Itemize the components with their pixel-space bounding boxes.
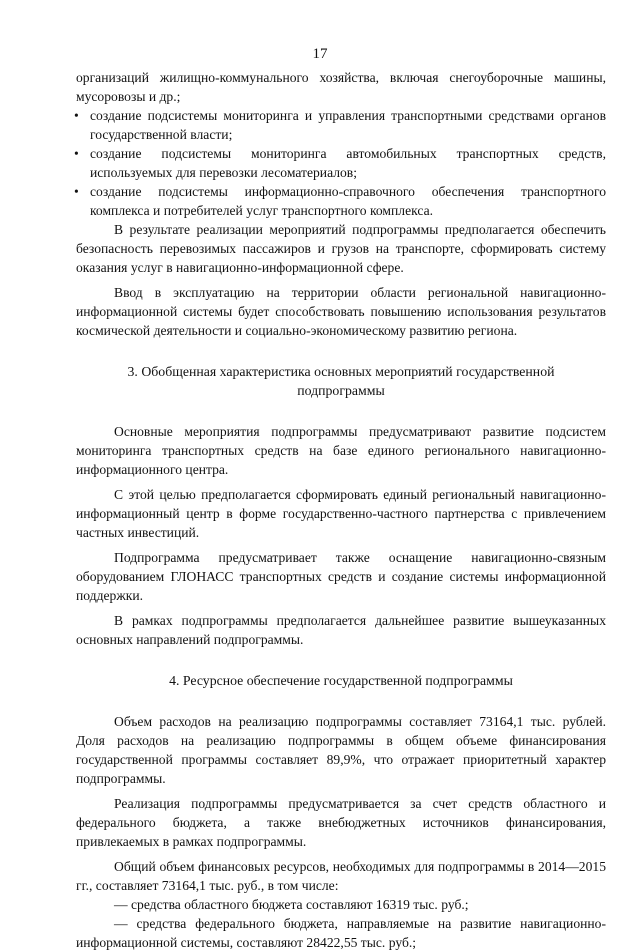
- section-3-paragraph: В рамках подпрограммы предполагается дальнейшее развитие вышеуказанных основных направлений подпрограммы.: [76, 613, 606, 647]
- list-item: [76, 106, 606, 144]
- intro-continuation: организаций жилищно-коммунального хозяйства, включая снегоуборочные машины, мусоровозы и др.;: [76, 70, 606, 104]
- paragraph-result: В результате реализации мероприятий подпрограммы предполагается обеспечить безопасность перевозимых пассажиров и грузов на транспорте, сформировать систему оказания услуг в навигационно-информационной сфере.: [76, 222, 606, 275]
- funding-item: — средства федерального бюджета, направляемые на развитие навигационно-информационной системы, составляют 28422,55 тыс. руб.;: [76, 916, 606, 950]
- list-item-text: создание подсистемы мониторинга и управления транспортными средствами органов государственной власти;: [90, 108, 606, 142]
- section-3-paragraph: Подпрограмма предусматривает также оснащение навигационно-связным оборудованием ГЛОНАСС транспортных средств и создание системы информационной поддержки.: [76, 550, 606, 603]
- section-4-title: 4. Ресурсное обеспечение государственной подпрограммы: [169, 673, 513, 688]
- section-4-paragraph: Реализация подпрограммы предусматривается за счет средств областного и федерального бюджета, а также внебюджетных источников финансирования, привлекаемых в рамках подпрограммы.: [76, 796, 606, 849]
- section-3-title: [76, 362, 606, 400]
- list-item-text: создание подсистемы мониторинга автомобильных транспортных средств, используемых для перевозки лесоматериалов;: [90, 146, 606, 180]
- section-4-paragraph: Общий объем финансовых ресурсов, необходимых для подпрограммы в 2014—2015 гг., составляет 73164,1 тыс. руб., в том числе:: [76, 859, 606, 893]
- page-number: 17: [312, 46, 328, 62]
- bullet-icon: •: [74, 146, 79, 161]
- section-3-paragraph: С этой целью предполагается сформировать единый региональный навигационно-информационный центр в форме государственно-частного партнерства с привлечением частных инвестиций.: [76, 487, 606, 540]
- document-body: [76, 68, 606, 952]
- section-3-title-line-1: 3. Обобщенная характеристика основных мероприятий государственной: [127, 364, 555, 379]
- section-3-paragraph: Основные мероприятия подпрограммы предусматривают развитие подсистем мониторинга транспортных средств на базе единого регионального навигационно-информационного центра.: [76, 424, 606, 477]
- section-3-title-line-2: подпрограммы: [297, 383, 385, 398]
- paragraph-launch: Ввод в эксплуатацию на территории области региональной навигационно-информационной системы будет способствовать повышению использования результатов космической деятельности и социально-экономическому развитию региона.: [76, 285, 606, 338]
- bullet-list: [76, 106, 606, 220]
- bullet-icon: •: [74, 108, 79, 123]
- funding-item: — средства областного бюджета составляют 16319 тыс. руб.;: [114, 897, 469, 912]
- bullet-icon: •: [74, 184, 79, 199]
- section-4-paragraph: Объем расходов на реализацию подпрограммы составляет 73164,1 тыс. рублей. Доля расходов на реализацию подпрограммы в общем объеме финансирования государственной программы составляет 89,9%, что отражает приоритетный характер подпрограммы.: [76, 714, 606, 786]
- list-item-text: создание подсистемы информационно-справочного обеспечения транспортного комплекса и потребителей услуг транспортного комплекса.: [90, 184, 606, 218]
- list-item: [76, 182, 606, 220]
- list-item: [76, 144, 606, 182]
